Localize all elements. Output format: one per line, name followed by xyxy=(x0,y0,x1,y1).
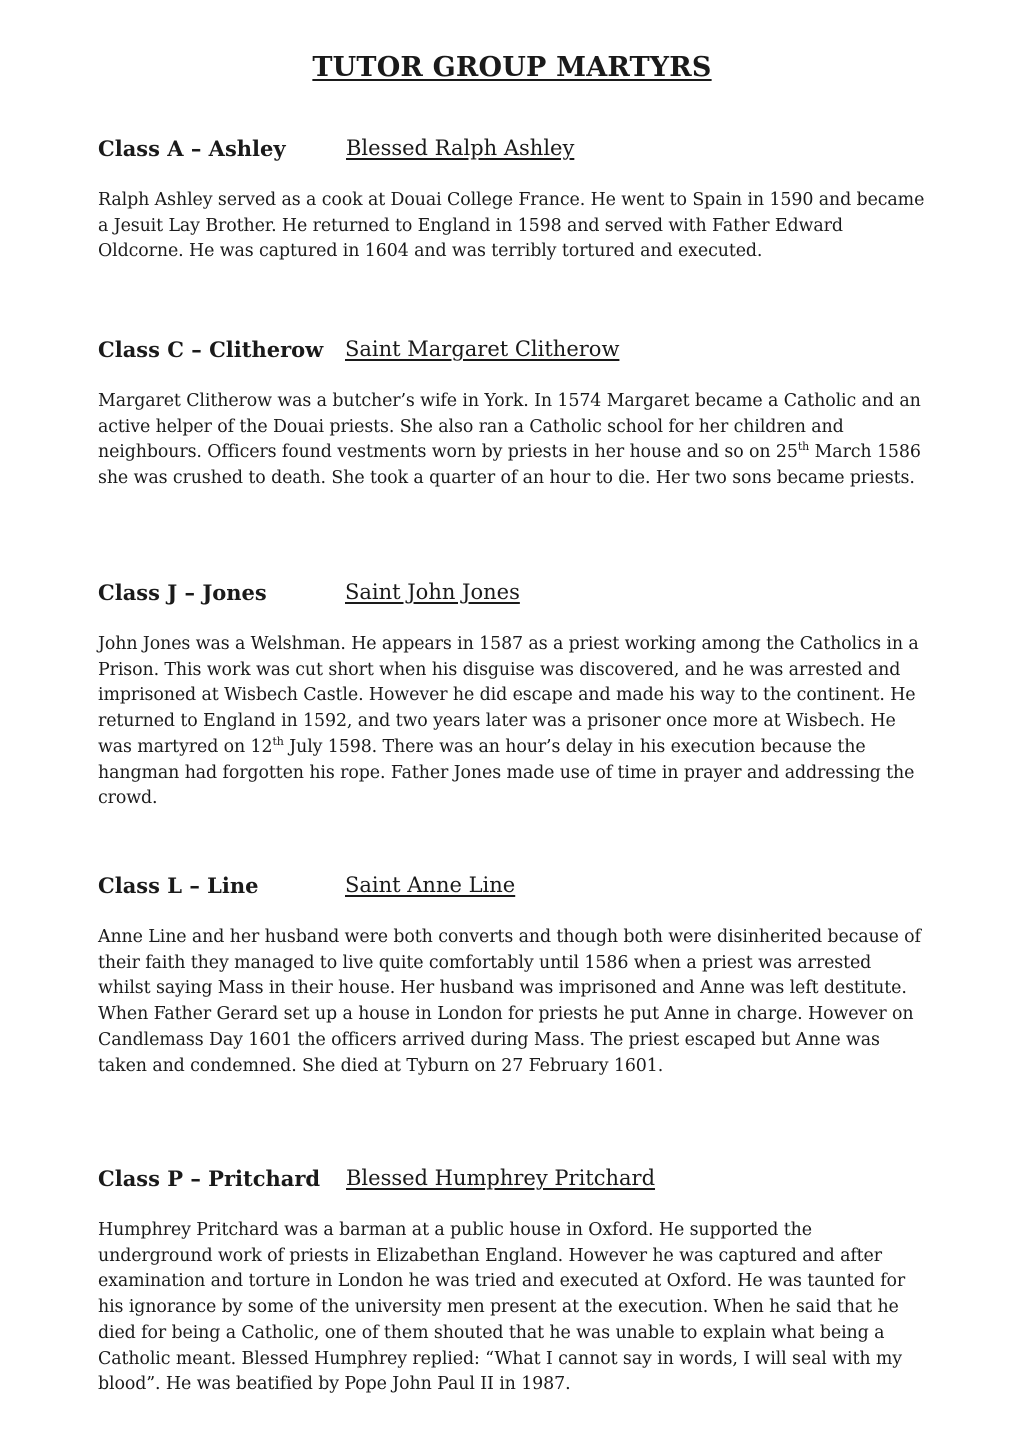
class-label: Class L – Line xyxy=(98,873,259,898)
section-paragraph xyxy=(98,632,928,812)
section-paragraph: Humphrey Pritchard was a barman at a public house in Oxford. He supported the underground work of priests in Elizabethan England. However he was captured and after examination and torture in London he was tried and executed at Oxford. He was taunted for his ignorance by some of the university men present at the execution. When he said that he died for being a Catholic, one of them shouted that he was unable to explain what being a Catholic meant. Blessed Humphrey replied: “What I cannot say in words, I will seal with my blood”. He was beatified by Pope John Paul II in 1987. xyxy=(98,1220,906,1395)
section-heading xyxy=(98,136,928,166)
section-ashley xyxy=(98,136,928,265)
section-clitherow xyxy=(98,337,928,492)
class-label: Class A – Ashley xyxy=(98,136,286,161)
section-paragraph: Ralph Ashley served as a cook at Douai College France. He went to Spain in 1590 and became a Jesuit Lay Brother. He returned to England in 1598 and served with Father Edward Oldcorne. He was captured in 1604 and was terribly tortured and executed. xyxy=(98,190,925,262)
section-heading xyxy=(98,873,928,903)
paragraph-text: John Jones was a Welshman. He appears in 1587 as a priest working among the Catholics in a Prison. This work was cut short when his disguise was discovered, and he was arrested and imprisoned at Wisbech Castle. However he did escape and made his way to the continent. He returned to England in 1592, and two years later was a prisoner once more at Wisbech. He was martyred on 12 xyxy=(98,634,919,757)
martyr-name: Blessed Ralph Ashley xyxy=(346,136,575,160)
ordinal-suffix: th xyxy=(797,440,810,454)
paragraph-text: July 1598. There was an hour’s delay in his execution because the hangman had forgotten his rope. Father Jones made use of time in prayer and addressing the crowd. xyxy=(98,736,915,809)
section-jones xyxy=(98,580,928,812)
section-heading xyxy=(98,580,928,610)
class-label: Class C – Clitherow xyxy=(98,337,324,362)
section-heading xyxy=(98,337,928,367)
page-title: TUTOR GROUP MARTYRS xyxy=(312,52,712,83)
section-paragraph xyxy=(98,389,928,492)
section-heading xyxy=(98,1166,928,1196)
section-paragraph: Anne Line and her husband were both converts and though both were disinherited because of their faith they managed to live quite comfortably until 1586 when a priest was arrested whilst saying Mass in their house. Her husband was imprisoned and Anne was left destitute. When Father Gerard set up a house in London for priests he put Anne in charge. However on Candlemass Day 1601 the officers arrived during Mass. The priest escaped but Anne was taken and condemned. She died at Tyburn on 27 February 1601. xyxy=(98,927,921,1076)
martyr-name: Blessed Humphrey Pritchard xyxy=(346,1166,656,1190)
paragraph-text: Margaret Clitherow was a butcher’s wife in York. In 1574 Margaret became a Catholic and an active helper of the Douai priests. She also ran a Catholic school for her children and neighbours. Officers found vestments worn by priests in her house and so on 25 xyxy=(98,391,921,463)
class-label: Class P – Pritchard xyxy=(98,1166,321,1191)
martyr-name: Saint John Jones xyxy=(345,580,520,604)
class-label: Class J – Jones xyxy=(98,580,267,605)
paragraph-text: March 1586 she was crushed to death. She took a quarter of an hour to die. Her two sons became priests. xyxy=(98,442,921,489)
ordinal-suffix: th xyxy=(272,735,284,749)
section-pritchard xyxy=(98,1166,928,1398)
martyr-name: Saint Margaret Clitherow xyxy=(345,337,620,361)
martyr-name: Saint Anne Line xyxy=(345,873,516,897)
section-line xyxy=(98,873,928,1079)
